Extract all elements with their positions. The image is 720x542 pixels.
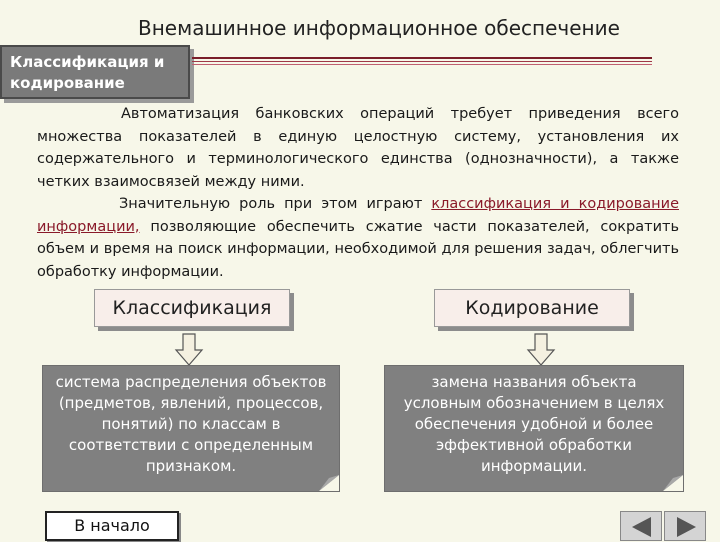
previous-slide-button[interactable]	[620, 511, 662, 541]
paragraph-2	[37, 193, 679, 283]
down-arrow-icon	[174, 333, 204, 367]
coding-definition	[384, 365, 684, 492]
paragraph-2-end: позволяющие обеспечить сжатие части показателей, сократить объем и время на поиск информации, необходимой для решения задач, облегчить обработку информации.	[37, 218, 679, 280]
section-badge-line2: кодирование	[10, 74, 125, 92]
home-button[interactable]: В начало	[45, 511, 179, 541]
page-title: Внемашинное информационное обеспечение	[138, 16, 620, 40]
classification-coding-link[interactable]: классификация и кодирование информации,	[37, 196, 679, 235]
header-rule	[192, 64, 652, 65]
paragraph-1: Автоматизация банковских операций требует приведения всего множества показателей в единую целостную систему, установления их содержательного и терминологического единства (однозначности), а также четких взаимосвязей между ними.	[37, 106, 679, 190]
coding-box: Кодирование	[434, 289, 630, 327]
header-rule	[192, 61, 652, 62]
classification-definition	[42, 365, 340, 492]
triangle-right-icon	[665, 512, 707, 542]
header-rule	[192, 57, 652, 59]
paragraph-2-start: Значительную роль при этом играют	[119, 196, 432, 212]
down-arrow-icon	[526, 333, 556, 367]
classification-definition-text: система распределения объектов (предметов, явлений, процессов, понятий) по классам в соответствии с определенным признаком.	[55, 373, 327, 475]
next-slide-button[interactable]	[664, 511, 706, 541]
triangle-left-icon	[621, 512, 663, 542]
body-text	[37, 103, 679, 283]
section-badge-line1: Классификация и	[10, 53, 165, 71]
page-curl-icon	[663, 475, 683, 491]
page-curl-icon	[319, 475, 339, 491]
section-badge	[0, 45, 190, 99]
coding-definition-text: замена названия объекта условным обозначением в целях обеспечения удобной и более эффективной обработки информации.	[403, 373, 665, 475]
classification-box: Классификация	[94, 289, 290, 327]
